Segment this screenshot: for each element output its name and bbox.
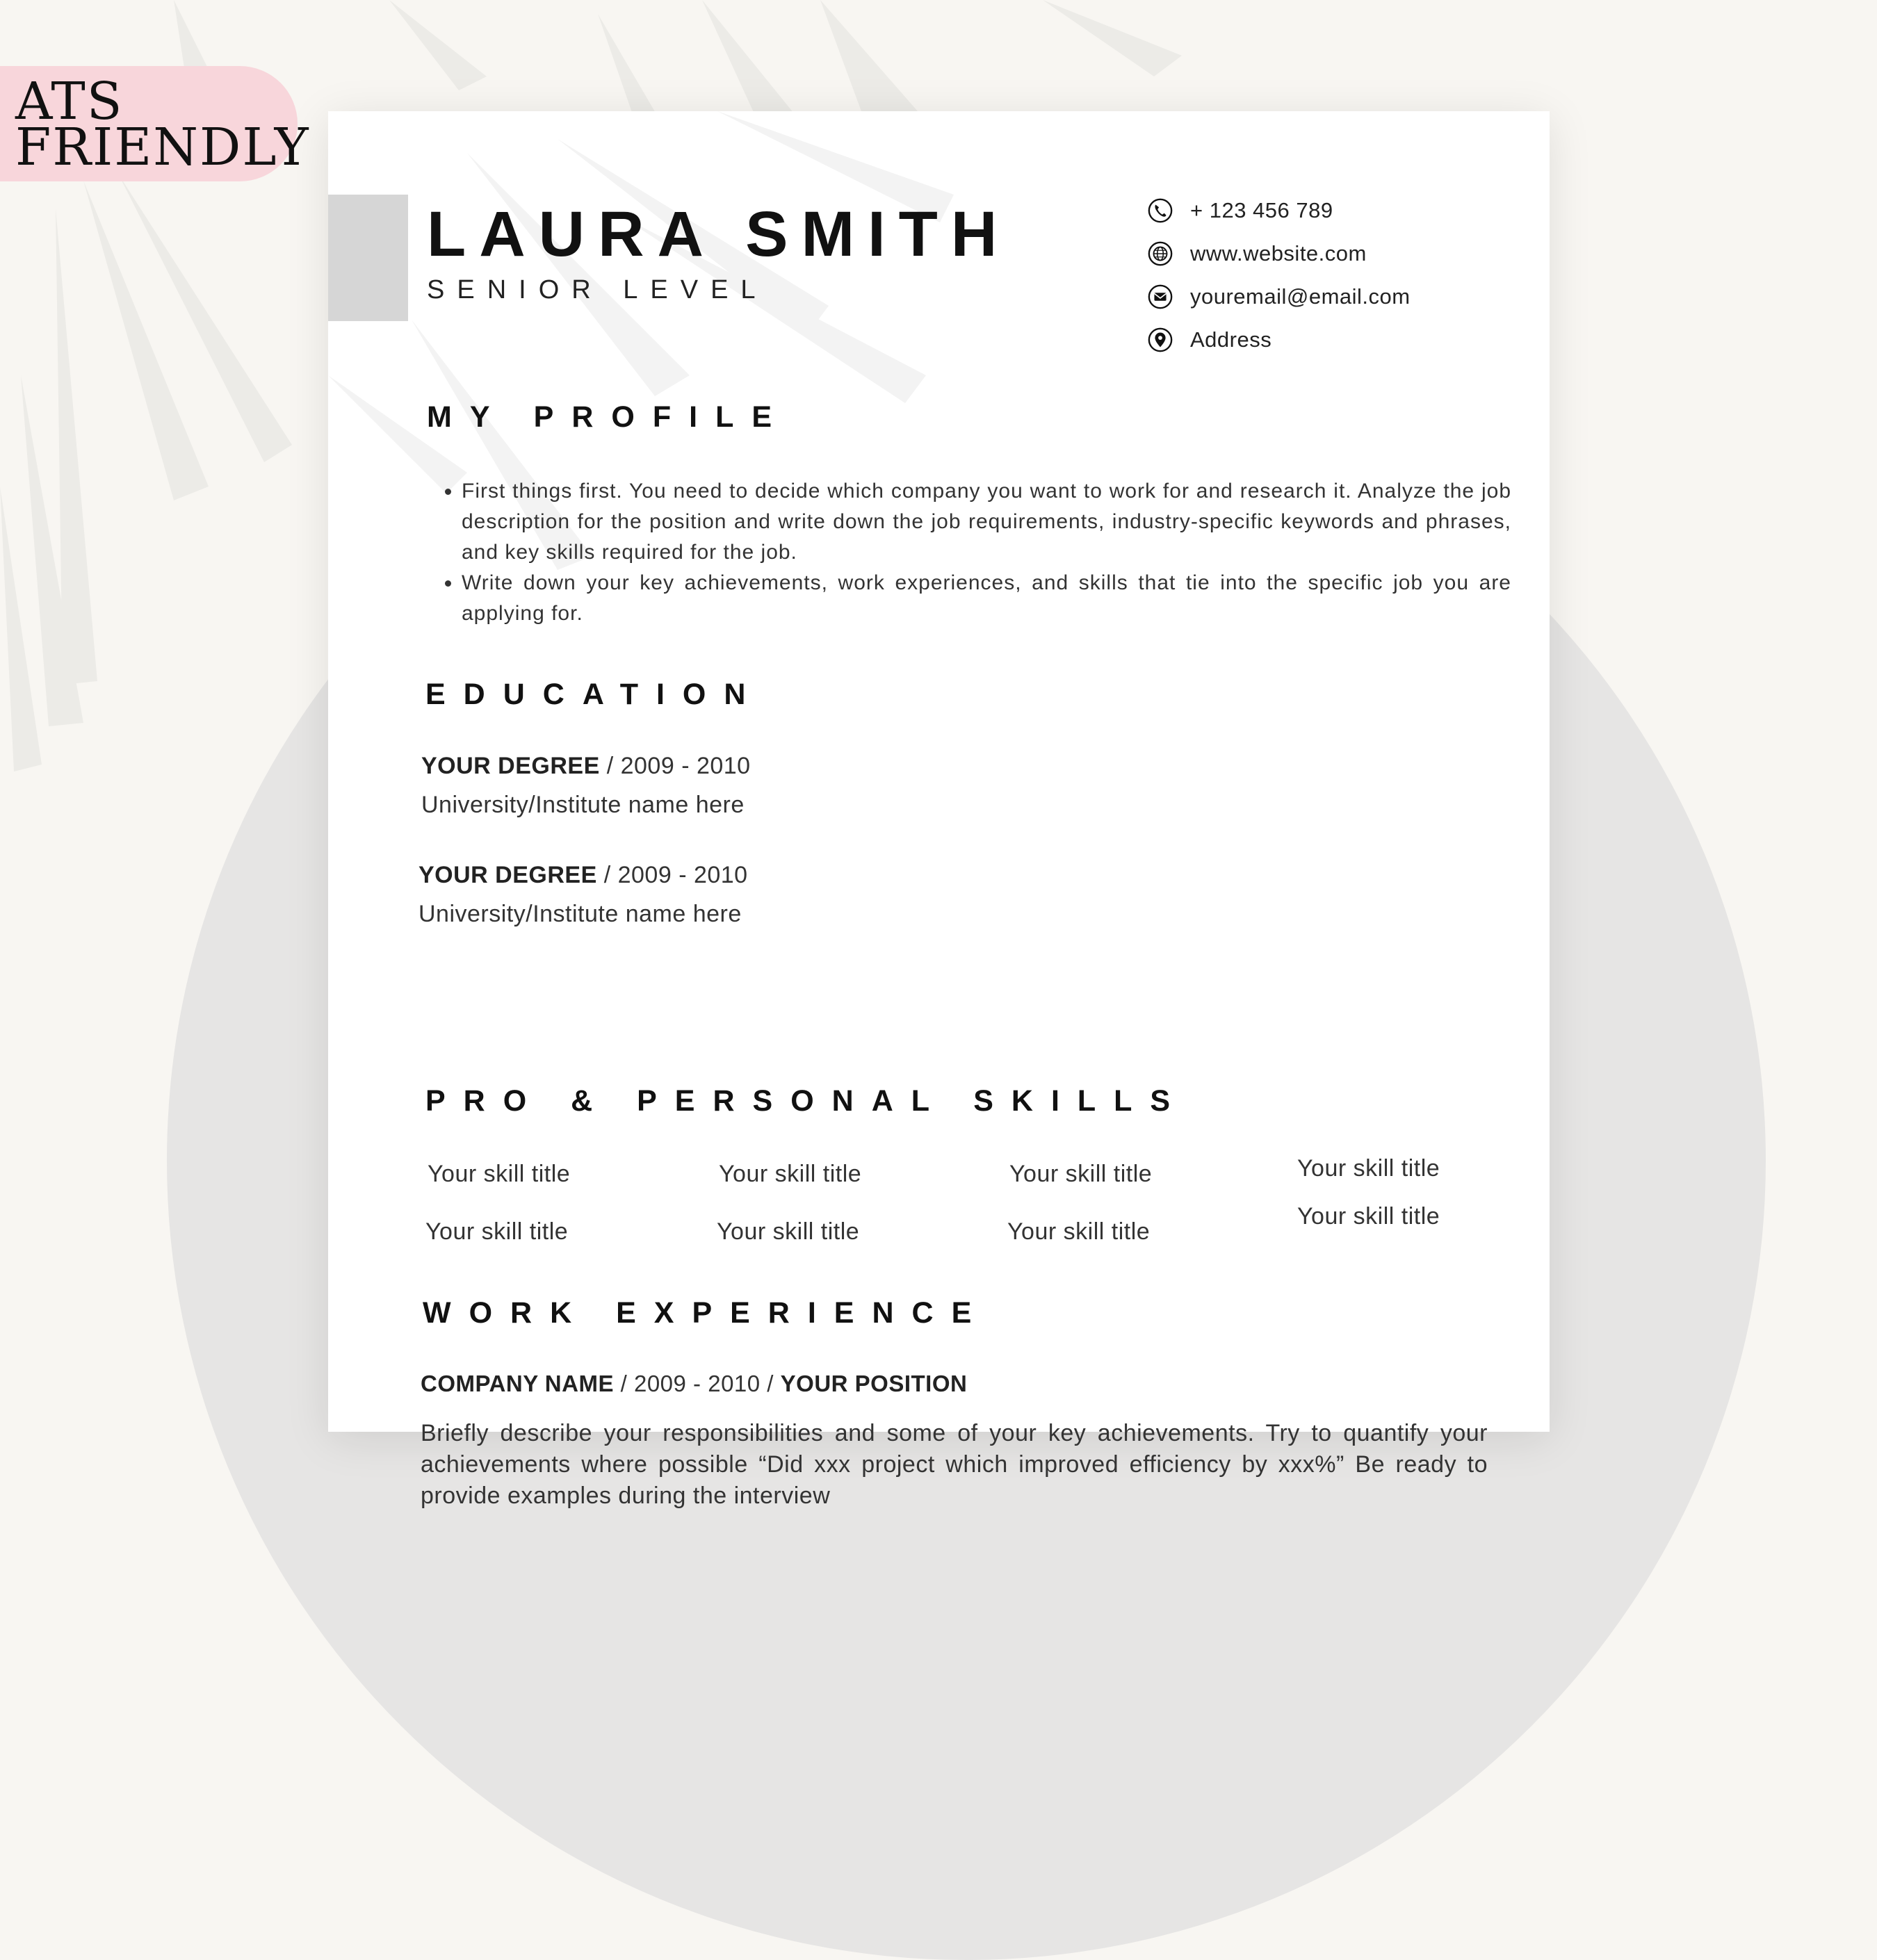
contact-phone-text: + 123 456 789 [1190, 198, 1333, 222]
job-position: YOUR POSITION [780, 1371, 968, 1396]
skill-item: Your skill title [428, 1161, 571, 1187]
contact-website-text: www.website.com [1190, 241, 1367, 266]
education-heading: EDUCATION [425, 678, 764, 711]
skill-item: Your skill title [1007, 1218, 1151, 1245]
badge-line-2: FRIENDLY [15, 117, 310, 177]
institution-name: University/Institute name here [421, 792, 745, 818]
location-pin-icon [1147, 327, 1173, 353]
job-title-line [421, 1371, 967, 1397]
degree-years: / 2009 - 2010 [599, 753, 751, 779]
profile-list [425, 476, 1511, 629]
candidate-level: SENIOR LEVEL [427, 275, 768, 304]
profile-heading: MY PROFILE [427, 400, 790, 434]
profile-bullet: • Write down your key achievements, work experiences, and skills that tie into the specific job you are applying for. [462, 568, 1511, 629]
skill-item: Your skill title [1297, 1155, 1440, 1182]
degree-title: YOUR DEGREE [421, 753, 600, 779]
skill-item: Your skill title [425, 1218, 569, 1245]
badge-line-1: ATS [15, 72, 124, 131]
accent-block [328, 195, 408, 321]
skill-item: Your skill title [1297, 1203, 1440, 1230]
institution-name: University/Institute name here [419, 901, 742, 927]
experience-heading: WORK EXPERIENCE [423, 1296, 990, 1330]
education-entry [421, 751, 751, 820]
education-entry [419, 860, 748, 929]
skill-item: Your skill title [719, 1161, 862, 1187]
job-description: Briefly describe your responsibilities and some of your key achievements. Try to quantify your achievements where possible “Did xxx project which improved efficiency by xxx%” Be ready to provide examples during the interview [421, 1420, 1488, 1509]
phone-icon [1147, 197, 1173, 224]
globe-icon [1147, 240, 1173, 267]
profile-bullet: • First things first. You need to decide which company you want to work for and research it. Analyze the job description for the position and write down the job requirements, industry-specific keywords and phrases, and key skills required for the job. [462, 476, 1511, 568]
candidate-name: LAURA SMITH [427, 199, 1011, 270]
degree-title: YOUR DEGREE [419, 862, 597, 888]
ats-friendly-badge [0, 66, 310, 181]
mail-icon [1147, 284, 1173, 310]
skill-item: Your skill title [1009, 1161, 1153, 1187]
degree-years: / 2009 - 2010 [596, 862, 748, 888]
contact-email-text: youremail@email.com [1190, 284, 1411, 309]
job-years: / 2009 - 2010 / [613, 1371, 781, 1396]
company-name: COMPANY NAME [421, 1371, 614, 1396]
skill-item: Your skill title [717, 1218, 860, 1245]
contact-address-text: Address [1190, 327, 1272, 352]
skills-heading: PRO & PERSONAL SKILLS [425, 1084, 1189, 1118]
resume-page [328, 111, 1550, 1509]
